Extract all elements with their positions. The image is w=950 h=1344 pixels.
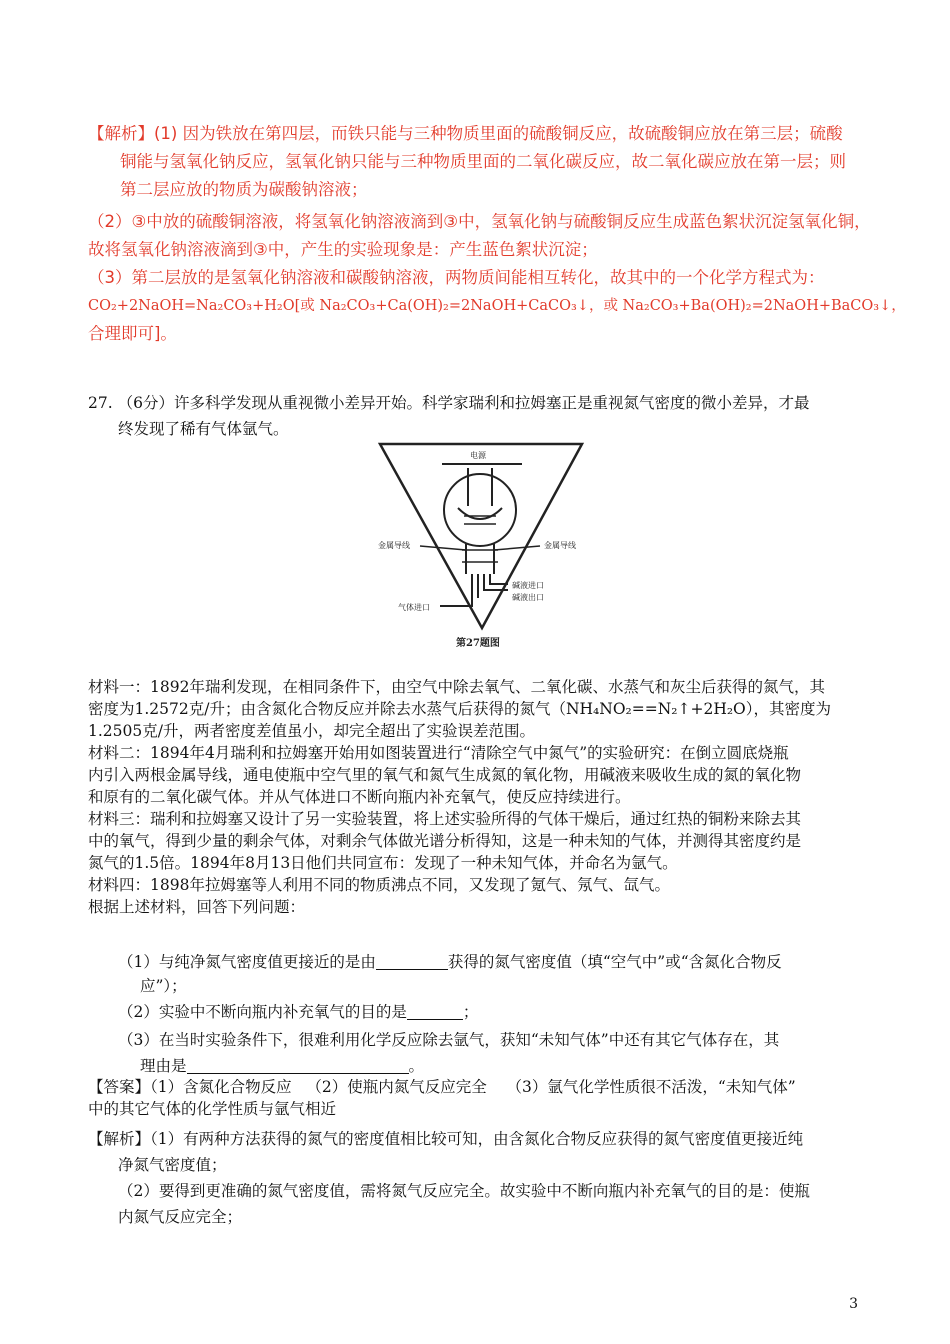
question-score: （6分） — [117, 394, 174, 412]
material-line: 材料二：1894年4月瑞利和拉姆塞开始用如图装置进行“清除空气中氮气”的实验研究：在倒立圆底烧瓶 — [88, 744, 789, 762]
page-number: 3 — [849, 1296, 858, 1312]
material-line: 和原有的二氧化碳气体。并从气体进口不断向瓶内补充氧气，使反应持续进行。 — [88, 788, 631, 806]
q3-text: （3）在当时实验条件下，很难利用化学反应除去氩气，获知“未知气体”中还有其它气体存在，其 — [118, 1031, 780, 1049]
question-text: 终发现了稀有气体氩气。 — [118, 420, 289, 438]
apparatus-diagram — [372, 438, 592, 656]
material-line: 材料三：瑞利和拉姆塞又设计了另一实验装置，将上述实验所得的气体干燥后，通过红热的铜粉来除去其 — [88, 810, 802, 828]
analysis-line: (1) 因为铁放在第四层，而铁只能与三种物质里面的硫酸铜反应，故硫酸铜应放在第三层；硫酸 — [154, 124, 843, 143]
analysis-line: 第二层应放的物质为碳酸钠溶液； — [120, 180, 368, 199]
q1-text-end: 应”）； — [140, 977, 187, 995]
analysis-line: 内氮气反应完全； — [118, 1208, 243, 1226]
q3-blank[interactable] — [187, 1059, 409, 1074]
q1-text: （1）与纯净氮气密度值更接近的是由 — [118, 953, 376, 971]
analysis-line: 故将氢氧化钠溶液滴到③中，产生的实验现象是：产生蓝色絮状沉淀； — [88, 240, 598, 259]
analysis-line: 合理即可]。 — [88, 324, 177, 343]
q3-text-end: 。 — [408, 1057, 425, 1075]
label-alkali-out: 碱液出口 — [512, 593, 544, 602]
answer-3: （3）氩气化学性质很不活泼，“未知气体” — [506, 1078, 796, 1096]
analysis-top — [88, 120, 906, 348]
answer-2: （2）使瓶内氮气反应完全 — [306, 1078, 487, 1096]
material-line: 密度为1.2572克/升；由含氮化合物反应并除去水蒸气后获得的氮气（NH₄NO₂==N₂↑+2H₂O），其密度为 — [88, 700, 832, 718]
label-alkali-in: 碱液进口 — [512, 581, 544, 590]
analysis-line: 铜能与氢氧化钠反应，氢氧化钠只能与三种物质里面的二氧化碳反应，故二氧化碳应放在第一层；则 — [120, 152, 846, 171]
material-line: 氮气的1.5倍。1894年8月13日他们共同宣布：发现了一种未知气体，并命名为氩气。 — [88, 854, 678, 872]
question-text: 许多科学发现从重视微小差异开始。科学家瑞利和拉姆塞正是重视氮气密度的微小差异，才最 — [173, 394, 810, 412]
answer-label: 【答案】 — [88, 1078, 151, 1096]
question-27 — [88, 392, 868, 440]
material-prompt: 根据上述材料，回答下列问题： — [88, 898, 306, 916]
q2-text: （2）实验中不断向瓶内补充氧气的目的是 — [118, 1003, 407, 1021]
label-left-wire: 金属导线 — [378, 541, 410, 550]
material-line: 材料四：1898年拉姆塞等人利用不同的物质沸点不同，又发现了氪气、氖气、氙气。 — [88, 876, 670, 894]
materials — [88, 676, 868, 918]
label-power: 电源 — [470, 451, 486, 460]
analysis-label: 【解析】 — [88, 1130, 151, 1148]
label-right-wire: 金属导线 — [544, 541, 576, 550]
material-line: 内引入两根金属导线，通电使瓶中空气里的氧气和氮气生成氮的氧化物，用碱液来吸收生成的氮的氧化物 — [88, 766, 802, 784]
analysis-line: （3）第二层放的是氢氧化钠溶液和碳酸钠溶液，两物质间能相互转化，故其中的一个化学方程式为： — [88, 268, 825, 287]
material-line: 中的氧气，得到少量的剩余气体，对剩余气体做光谱分析得知，这是一种未知的气体，并测得其密度约是 — [88, 832, 802, 850]
material-line: 1.2505克/升，两者密度差值虽小，却完全超出了实验误差范围。 — [88, 722, 535, 740]
q1-text-cont: 获得的氮气密度值（填“空气中”或“含氮化合物反 — [447, 953, 782, 971]
apparatus-figure — [372, 438, 592, 656]
analysis-line: （2）③中放的硫酸铜溶液，将氢氧化钠溶液滴到③中，氢氧化钠与硫酸铜反应生成蓝色絮状沉淀氢氧化铜， — [88, 212, 871, 231]
answer-1: （1）含氮化合物反应 — [150, 1078, 292, 1096]
q2-blank[interactable] — [407, 1005, 463, 1020]
q3-reason-label: 理由是 — [140, 1057, 187, 1075]
figure-caption: 第27题图 — [456, 638, 500, 649]
q2-text-end: ； — [462, 1003, 479, 1021]
q1-blank[interactable] — [376, 955, 448, 970]
analysis-label: 【解析】 — [88, 124, 154, 143]
material-line: 材料一：1892年瑞利发现，在相同条件下，由空气中除去氧气、二氧化碳、水蒸气和灰尘后获得的氮气，其 — [88, 678, 825, 696]
sub-questions — [88, 950, 868, 1078]
answer — [88, 1076, 868, 1120]
label-gas-in: 气体进口 — [398, 603, 430, 612]
analysis-line: （1）有两种方法获得的氮气的密度值相比较可知，由含氮化合物反应获得的氮气密度值更接近纯 — [150, 1130, 804, 1148]
analysis-line: （2）要得到更准确的氮气密度值，需将氮气反应完全。故实验中不断向瓶内补充氧气的目的是：使瓶 — [118, 1182, 810, 1200]
analysis-line: 净氮气密度值； — [118, 1156, 227, 1174]
analysis-bottom — [88, 1126, 868, 1230]
chemical-equation: CO₂+2NaOH=Na₂CO₃+H₂O[或 Na₂CO₃+Ca(OH)₂=2NaOH+CaCO₃↓，或 Na₂CO₃+Ba(OH)₂=2NaOH+BaCO₃↓， — [88, 298, 906, 314]
answer-3-cont: 中的其它气体的化学性质与氩气相近 — [88, 1100, 337, 1118]
question-number: 27. — [88, 394, 113, 412]
